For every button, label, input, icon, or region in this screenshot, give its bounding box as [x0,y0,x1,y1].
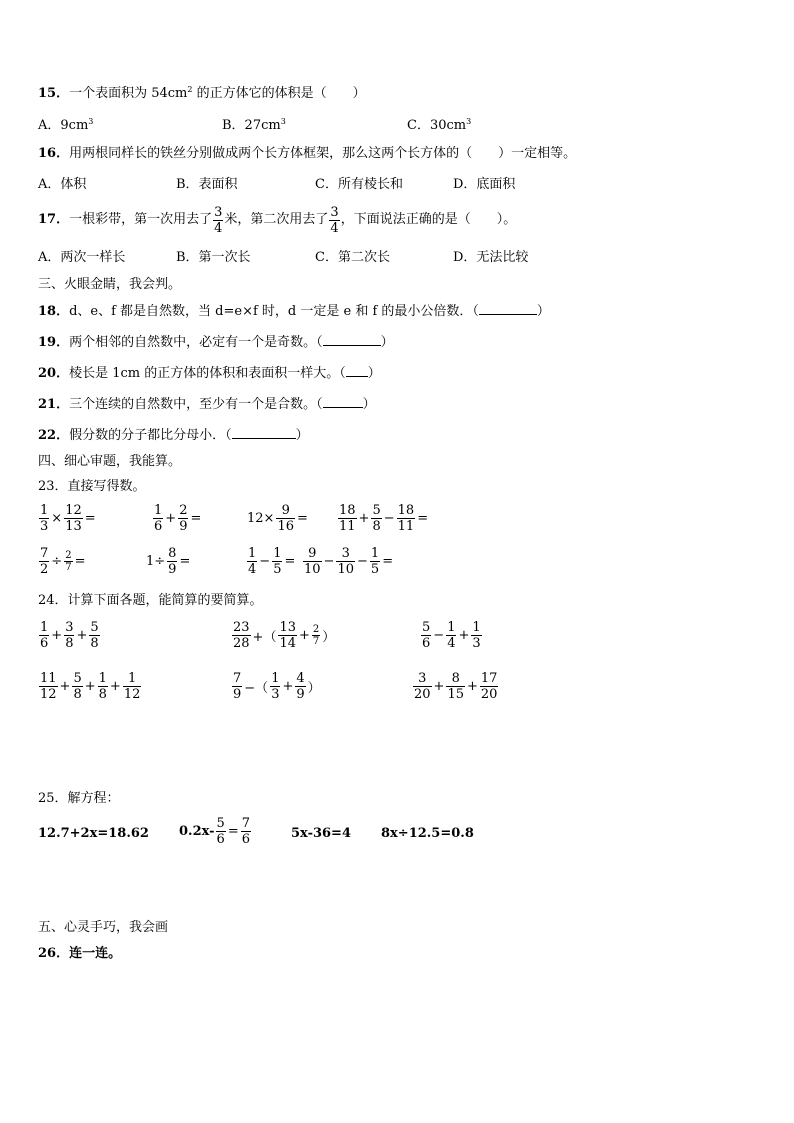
question-20 [38,364,381,382]
denominator: 6 [154,519,163,534]
fraction [480,671,499,702]
fraction [272,546,282,577]
denominator: 8 [372,519,381,534]
operator: + [84,679,96,694]
numerator: 5 [90,620,99,635]
denominator: 7 [65,562,72,573]
text: A．9cm [38,118,89,133]
numerator: 11 [40,671,57,686]
fraction [338,503,357,534]
option-d[interactable]: D．底面积 [453,177,516,192]
fraction [329,205,339,236]
denominator: 11 [339,519,356,534]
fraction [336,546,355,577]
fraction [123,671,142,702]
operator: ÷ [51,554,63,569]
option-c[interactable]: C．第二次长 [315,250,390,265]
text: 3 [466,117,472,126]
denominator: 9 [168,562,177,577]
numerator: 3 [330,204,339,220]
fraction [270,671,280,702]
fraction [303,546,322,577]
text: ） [380,335,394,350]
fraction [278,620,297,651]
question-text: 一根彩带，第一次用去了 [69,212,213,227]
operator: − [383,511,395,526]
text: 22． [38,428,70,443]
numerator: 8 [451,671,460,686]
expression [246,503,309,534]
numerator: 18 [339,503,356,518]
numerator: 5 [372,503,381,518]
text: 假分数的分子都比分母小．（ [69,428,232,443]
denominator: 9 [296,687,305,702]
denominator: 4 [214,220,223,236]
operator: × [51,511,63,526]
operator: + [165,511,177,526]
denominator: 3 [271,687,280,702]
denominator: 28 [233,636,250,651]
operator: = [382,554,394,569]
answer-blank[interactable] [323,395,363,408]
fraction [421,620,431,651]
equation: 12.7+2x=18.62 [38,826,149,841]
text: 0.2x- [179,824,215,839]
fraction [89,620,99,651]
operator: ） [322,630,336,645]
denominator: 7 [312,636,320,647]
operator: − [433,628,445,643]
equation [179,816,252,847]
numerator: 5 [73,671,82,686]
denominator: 8 [90,636,99,651]
text: d、e、f 都是自然数，当 d=e×f 时，d 一定是 e 和 f 的最小公倍数．（ [69,304,479,319]
equation: 5x-36=4 [291,826,351,841]
fraction [64,620,74,651]
denominator: 15 [447,687,464,702]
question-number: 15． [38,86,70,101]
numerator: 18 [397,503,415,518]
option-c[interactable]: C．所有棱长和 [315,177,403,192]
fraction [64,503,83,534]
section-heading: 三、火眼金睛，我会判。 [38,277,182,292]
numerator: 8 [168,546,177,561]
fraction [167,546,177,577]
operator: 12× [247,511,275,526]
option-b[interactable]: B．表面积 [176,177,238,192]
fraction [247,546,257,577]
denominator: 20 [414,687,431,702]
denominator: 12 [40,687,57,702]
operator: + [76,628,88,643]
text: ） [295,428,309,443]
denominator: 3 [472,636,481,651]
denominator: 10 [304,562,321,577]
operator: = [296,511,308,526]
denominator: 4 [248,562,257,577]
numerator: 3 [214,204,223,220]
numerator: 1 [127,671,137,686]
question-25-title: 25．解方程： [38,791,120,806]
operator: = [84,511,96,526]
question-15 [38,82,366,102]
expression [152,503,202,534]
option-b[interactable]: B．第一次长 [176,250,251,265]
operator: + [467,679,478,694]
expression [38,620,101,651]
denominator: 8 [98,687,107,702]
denominator: 5 [370,562,380,577]
text: 19． [38,335,70,350]
operator: + [51,628,63,643]
fraction [397,503,416,534]
operator: +（ [252,630,277,645]
option-a[interactable] [38,114,93,134]
denominator: 4 [330,220,339,236]
equation: 8x÷12.5=0.8 [381,826,474,841]
operator: + [282,679,294,694]
question-26: 26．连一连。 [38,946,122,961]
numerator: 13 [279,620,296,635]
operator: + [299,628,310,643]
expression [420,620,483,651]
text: C．30cm [407,118,467,133]
operator: − [259,554,271,569]
numerator: 12 [65,503,82,518]
fraction [446,620,456,651]
text: 棱长是 1cm 的正方体的体积和表面积一样大。（ [69,366,346,381]
denominator: 11 [397,519,415,534]
numerator: 9 [281,503,290,518]
expression [302,546,394,577]
operator: = [227,824,239,839]
numerator: 1 [98,671,107,686]
text: 两个相邻的自然数中，必定有一个是奇数。（ [69,335,323,350]
numerator: 1 [154,503,163,518]
operator: + [433,679,445,694]
option-a[interactable]: A．体积 [38,177,87,192]
question-text-end: 的正方体它的体积是（ ） [192,86,366,101]
denominator: 12 [123,687,141,702]
fraction [39,671,58,702]
denominator: 14 [279,636,296,651]
denominator: 4 [447,636,456,651]
expression [412,671,499,702]
question-number: 16． [38,146,70,161]
numerator: 1 [447,620,456,635]
fraction [232,620,251,651]
question-text: 一个表面积为 54cm [69,86,188,101]
numerator: 9 [308,546,317,561]
operator: 1÷ [146,554,166,569]
denominator: 5 [273,562,282,577]
operator: − [357,554,368,569]
denominator: 10 [337,562,354,577]
question-16 [38,146,576,162]
fraction [39,546,49,577]
fraction [471,620,481,651]
operator: + [458,628,470,643]
denominator: 20 [480,687,498,702]
numerator: 17 [480,671,498,686]
denominator: 9 [179,519,188,534]
fraction [39,620,49,651]
option-c[interactable] [407,114,471,134]
expression [337,503,429,534]
answer-blank[interactable] [479,302,537,315]
text: ） [536,304,550,319]
numerator: 3 [341,546,350,561]
expression [231,671,322,702]
text: 3 [88,117,94,126]
text: 三个连续的自然数中，至少有一个是合数。（ [69,397,323,412]
expression [38,503,97,534]
expression [145,546,191,577]
option-b[interactable] [222,114,286,134]
operator: = [74,554,86,569]
numerator: 2 [179,503,188,518]
fraction [153,503,163,534]
denominator: 9 [233,687,242,702]
numerator: 4 [296,671,305,686]
question-text: 米，第二次用去了 [224,212,329,227]
fraction [371,503,381,534]
numerator: 3 [65,620,74,635]
denominator: 6 [216,832,225,847]
operator: + [109,679,121,694]
fraction [39,503,49,534]
question-23-title: 23．直接写得数。 [38,479,146,494]
denominator: 8 [73,687,82,702]
numerator: 1 [40,620,49,635]
question-21 [38,395,376,413]
numerator: 3 [418,671,427,686]
numerator: 2 [65,550,72,561]
denominator: 16 [277,519,294,534]
question-22 [38,426,309,444]
fraction [232,671,242,702]
denominator: 6 [422,636,431,651]
fraction [276,503,295,534]
text: 3 [280,117,286,126]
question-19 [38,333,394,351]
numerator: 1 [472,620,481,635]
fraction [213,205,223,236]
numerator: 23 [233,620,250,635]
text: 18． [38,304,70,319]
operator: − [323,554,335,569]
numerator: 1 [273,546,282,561]
fraction [64,550,72,573]
text: B．27cm [222,118,281,133]
expression [38,671,142,702]
numerator: 5 [422,620,431,635]
answer-blank[interactable] [346,364,368,377]
denominator: 2 [40,562,49,577]
operator: = [417,511,429,526]
question-18 [38,302,550,320]
fraction [241,816,251,847]
fraction [72,671,82,702]
numerator: 7 [233,671,242,686]
denominator: 3 [40,519,49,534]
operator: = [179,554,191,569]
fraction [370,546,380,577]
numerator: 2 [312,624,320,635]
denominator: 8 [65,636,74,651]
fraction [295,671,305,702]
denominator: 6 [40,636,49,651]
superscript: 2 [187,85,193,94]
fraction [178,503,188,534]
numerator: 5 [216,816,225,831]
question-17 [38,202,516,238]
question-24-title: 24．计算下面各题，能简算的要简算。 [38,593,263,608]
answer-blank[interactable] [232,426,296,439]
operator: −（ [244,681,269,696]
fraction [312,624,320,647]
expression [38,546,86,577]
operator: = [190,511,202,526]
fraction [98,671,108,702]
operator: = [284,554,296,569]
text: ） [362,397,376,412]
option-d[interactable]: D．无法比较 [453,250,529,265]
option-a[interactable]: A．两次一样长 [38,250,126,265]
text: 20． [38,366,70,381]
denominator: 13 [65,519,82,534]
numerator: 1 [370,546,380,561]
denominator: 6 [241,832,251,847]
expression [246,546,296,577]
fraction [413,671,432,702]
text: 21． [38,397,70,412]
operator: + [59,679,71,694]
numerator: 7 [40,546,49,561]
question-text: ，下面说法正确的是（ ）。 [340,212,517,227]
fraction [446,671,465,702]
section-heading: 五、心灵手巧，我会画 [38,920,169,935]
operator: ） [307,681,321,696]
numerator: 1 [248,546,257,561]
question-number: 17． [38,212,70,227]
answer-blank[interactable] [323,333,381,346]
section-heading: 四、细心审题，我能算。 [38,454,182,469]
numerator: 1 [40,503,49,518]
expression [231,620,336,651]
fraction [216,816,226,847]
numerator: 1 [271,671,280,686]
question-text: 用两根同样长的铁丝分别做成两个长方体框架，那么这两个长方体的（ ）一定相等。 [69,146,577,161]
text: ） [367,366,381,381]
numerator: 7 [241,816,251,831]
operator: + [358,511,370,526]
